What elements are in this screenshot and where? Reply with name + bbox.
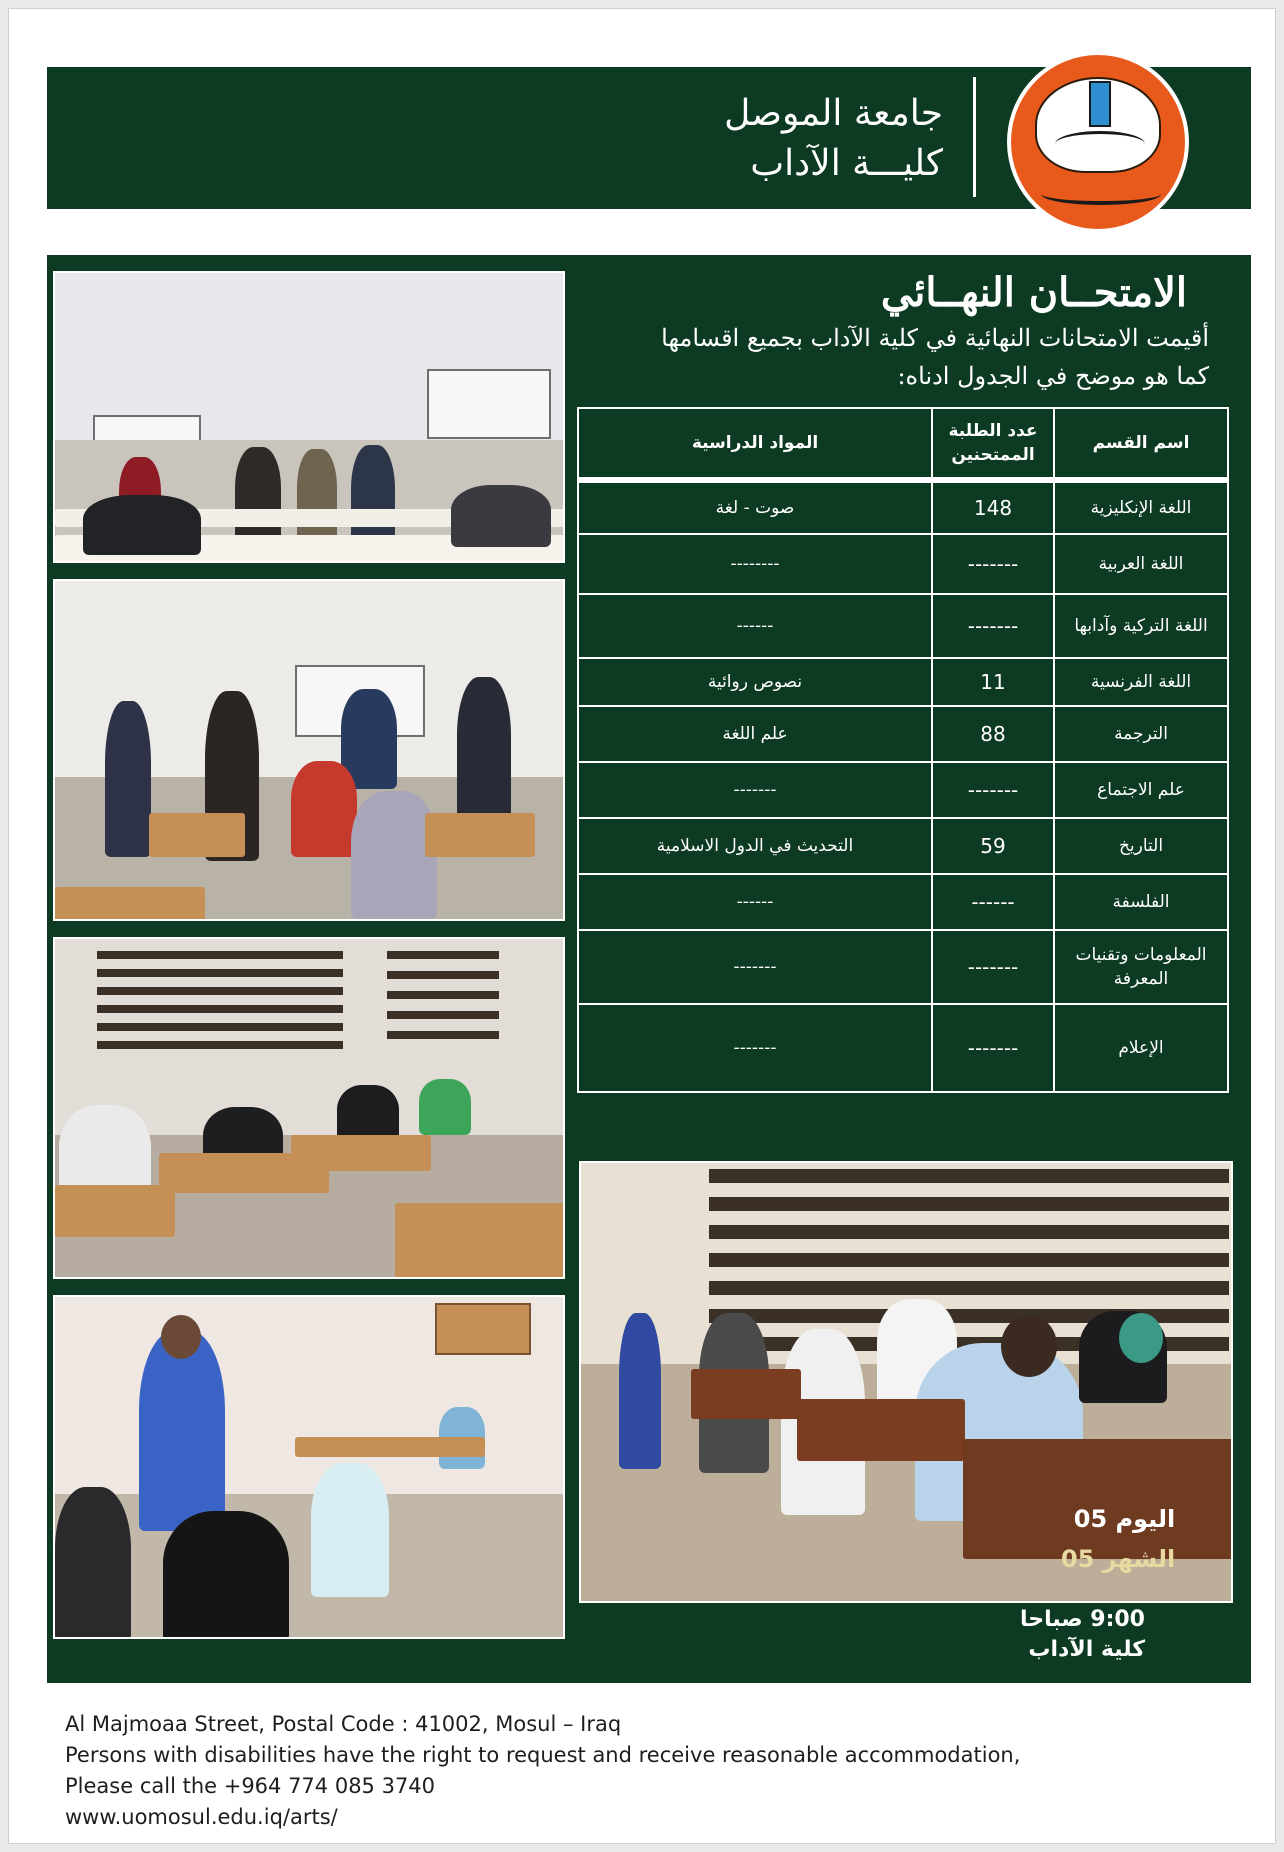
row-department: اللغة التركية وآدابها (1074, 616, 1208, 636)
header-subject: المواد الدراسية (691, 433, 819, 453)
row-subject: ------- (733, 780, 777, 800)
intro-line-2: كما هو موضح في الجدول ادناه: (897, 362, 1209, 390)
poster-title: الامتحــان النهــائي (880, 269, 1187, 316)
exam-place: كلية الآداب (1028, 1637, 1145, 1662)
row-count: ------- (931, 763, 1055, 817)
main-panel (47, 255, 1251, 1683)
header-department: اسم القسم (1092, 433, 1190, 453)
footer-website: www.uomosul.edu.iq/arts/ (65, 1805, 338, 1829)
row-count: ------ (931, 875, 1055, 929)
table-row (579, 535, 1227, 595)
table-header-row (579, 409, 1227, 483)
seal-calligraphy (1041, 183, 1161, 205)
row-count: ------- (931, 1005, 1055, 1091)
row-count: ------- (931, 931, 1055, 1003)
row-count: 11 (931, 659, 1055, 705)
exam-date (1061, 1499, 1175, 1579)
photo-exam-hall-inspection (53, 579, 565, 921)
row-subject: نصوص روائية (707, 672, 803, 692)
header-count: عدد الطلبة الممتحنين (931, 409, 1055, 477)
contact-footer (65, 1709, 1245, 1833)
footer-accessibility: Persons with disabilities have the right to request and receive reasonable accommodation, (65, 1743, 1021, 1767)
row-count: 59 (931, 819, 1055, 873)
footer-phone: Please call the +964 774 085 3740 (65, 1774, 436, 1798)
table-row (579, 707, 1227, 763)
header-divider (973, 77, 976, 197)
row-subject: ------- (733, 957, 777, 977)
university-seal-logo (1007, 51, 1189, 233)
seal-book-icon (1055, 131, 1145, 157)
row-subject: ------- (733, 1038, 777, 1058)
row-subject: ------ (736, 616, 774, 636)
table-row (579, 483, 1227, 535)
row-subject: صوت - لغة (715, 498, 795, 518)
intro-line-1: أقيمت الامتحانات النهائية في كلية الآداب بجميع اقسامها (661, 324, 1209, 352)
row-subject: علم اللغة (722, 724, 788, 744)
seal-tower-icon (1089, 81, 1111, 127)
row-department: اللغة العربية (1098, 554, 1184, 574)
row-count: 88 (931, 707, 1055, 761)
table-row (579, 763, 1227, 819)
row-department: اللغة الإنكليزية (1090, 498, 1192, 518)
row-department: الإعلام (1118, 1038, 1164, 1058)
row-department: المعلومات وتقنيات المعرفة (1075, 945, 1207, 989)
table-row (579, 819, 1227, 875)
college-name: كليـــة الآداب (750, 143, 943, 184)
row-subject: -------- (730, 554, 780, 574)
table-row (579, 931, 1227, 1005)
university-name: جامعة الموصل (724, 93, 943, 134)
row-subject: التحديث في الدول الاسلامية (656, 836, 854, 856)
row-subject: ------ (736, 892, 774, 912)
footer-address: Al Majmoaa Street, Postal Code : 41002, Mosul – Iraq (65, 1712, 622, 1736)
exam-month: الشهر 05 (1061, 1545, 1176, 1573)
row-department: الفلسفة (1112, 892, 1170, 912)
exam-time-place (1020, 1605, 1145, 1665)
photo-students-writing-2 (53, 1295, 565, 1639)
row-department: علم الاجتماع (1097, 780, 1185, 800)
table-row (579, 1005, 1227, 1091)
table-row (579, 595, 1227, 659)
row-department: الترجمة (1114, 724, 1168, 744)
row-count: 148 (931, 483, 1055, 533)
table-row (579, 659, 1227, 707)
header-banner (47, 67, 1251, 209)
row-count: ------- (931, 595, 1055, 657)
row-count: ------- (931, 535, 1055, 593)
university-name-block (603, 89, 943, 189)
row-department: اللغة الفرنسية (1090, 672, 1192, 692)
poster-page (8, 8, 1276, 1844)
photo-students-writing-1 (53, 937, 565, 1279)
poster-intro (509, 319, 1209, 395)
exam-day: اليوم 05 (1073, 1505, 1176, 1533)
row-department: التاريخ (1118, 836, 1164, 856)
exam-time: 9:00 صباحا (1019, 1607, 1145, 1632)
table-row (579, 875, 1227, 931)
exam-results-table (577, 407, 1229, 1093)
seal-emblem (1035, 77, 1161, 173)
